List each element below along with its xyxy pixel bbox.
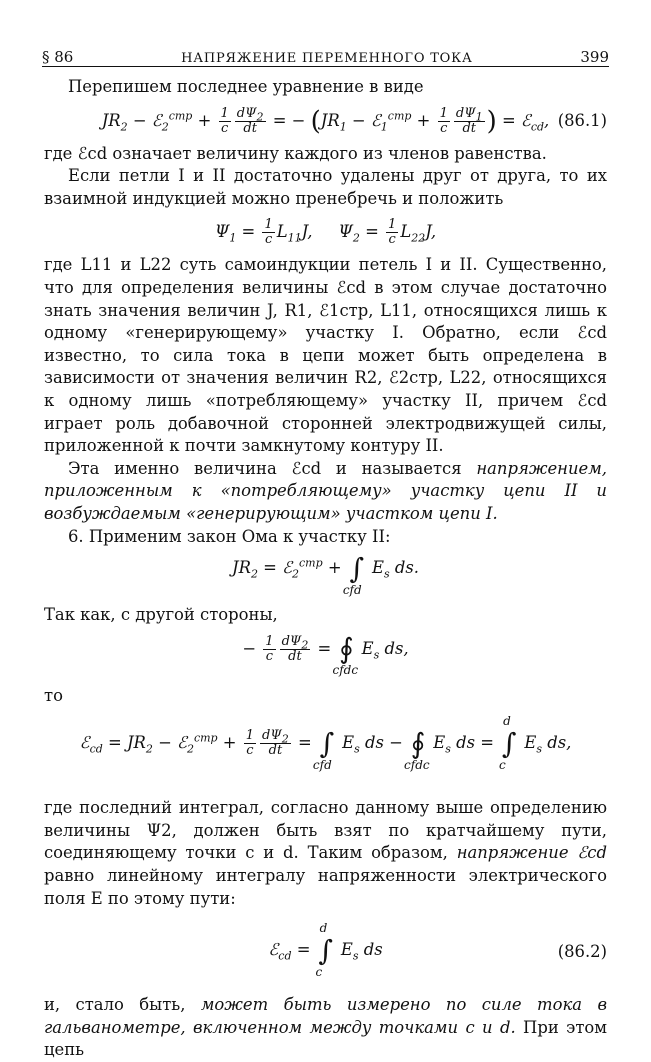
text-run: Эта именно величина ℰcd и называется: [68, 458, 477, 478]
equation-inductance: $\Psi_1$ = $\frac{1}{c}$ $L_{11}J$, $\Psi_2$ = $\frac{1}{c}$ $L_{22}J$,: [214, 217, 437, 248]
text-run: равно линейному интегралу напряженности электрического поля E по этому пути:: [44, 866, 607, 908]
paragraph: [44, 994, 607, 1062]
paragraph: Перепишем последнее уравнение в виде: [68, 77, 424, 96]
equation-86-2: ℰ$_{cd}$ = ∫ d c $E_s$ ds (86.2): [44, 910, 607, 994]
equation-voltage: ℰ$_{cd}$ = $JR_2$ − ℰ$_2^{стр}$ + $\frac{1}{c}$ $\frac{d\Psi_2}{dt}$ = ∫ cfd $E_s$ ds − ∮ cfdc $E_s$ ds = ∫ d c $E_s$ ds,: [79, 713, 572, 772]
running-header: [42, 40, 609, 67]
text-run: При этом цепь: [44, 1017, 608, 1060]
equation-86-1: $JR_2$ − ℰ$_2^{стр}$ + $\frac{1}{c}$ $\frac{d\Psi_2}{dt}$ = − ($JR_1$ − ℰ$_1^{стр}$ + $\frac{1}{c}$ $\frac{d\Psi_1}{dt}$ ) = ℰ$_{cd}$, (86.1): [44, 99, 607, 143]
integral-sign: ∫ d c: [311, 920, 333, 979]
section-number: § 86: [42, 48, 74, 66]
contour-integral-sign: ∮ cfdc: [404, 726, 430, 772]
equation-number: (86.2): [557, 942, 607, 962]
integral-sign: ∫ cfd: [342, 551, 365, 597]
running-title: НАПРЯЖЕНИЕ ПЕРЕМЕННОГО ТОКА: [181, 51, 473, 66]
paragraph: Так как, с другой стороны,: [44, 605, 278, 625]
contour-integral-sign: ∮ cfdc: [332, 632, 359, 678]
paragraph: 6. Применим закон Ома к участку II:: [68, 526, 391, 546]
paragraph: [44, 458, 607, 526]
italic-run: напряжением, приложенным к «потребляющему» участку цепи II и возбуждаемым «генерирующим» участком цепи I.: [44, 458, 607, 523]
paragraph: то: [44, 685, 63, 705]
paragraph: где ℰcd означает величину каждого из членов равенства.: [44, 143, 547, 163]
integral-sign: ∫ d c: [495, 713, 517, 772]
italic-run: может быть измерено по силе тока в гальванометре, включенном между точками c и d.: [44, 995, 607, 1037]
page-number: 399: [580, 48, 609, 66]
paragraph: [44, 797, 607, 910]
equation-flux: − $\frac{1}{c}$ $\frac{d\Psi_2}{dt}$ = ∮ cfdc $E_s$ ds,: [242, 632, 409, 678]
equation-ohm: $JR_2$ = ℰ$_2^{стр}$ + ∫ cfd $E_s$ ds.: [232, 551, 419, 597]
paragraph: где L11 и L22 суть самоиндукции петель I и II. Существенно, что для определения величины ℰcd в этом случае достаточно знать значения величин J, R1, ℰ1стр, L11, относящихся лишь к одному «генерирующему» участку I. Обратно, если ℰcd известно, то сила тока в цепи может быть определена в зависимости от значения величин R2, ℰ2стр, L22, относящихся к одному лишь «потребляющему» участку II, причем ℰcd играет роль добавочной сторонней электродвижущей силы, приложенной к почти замкнутому контуру II.: [44, 255, 607, 456]
paragraph: Если петли I и II достаточно удалены друг от друга, то их взаимной индукцией можно пренебречь и положить: [44, 166, 607, 208]
body-text: [44, 76, 607, 1062]
text-run: где последний интеграл, согласно данному выше определению величины Ψ2, должен быть взят по кратчайшему пути, соединяющему точки c и d. Таким образом,: [44, 798, 607, 863]
integral-sign: ∫ cfd: [312, 726, 335, 772]
equation-number: (86.1): [557, 110, 607, 130]
text-run: и, стало быть,: [44, 995, 201, 1015]
italic-run: напряжение ℰcd: [456, 843, 607, 863]
